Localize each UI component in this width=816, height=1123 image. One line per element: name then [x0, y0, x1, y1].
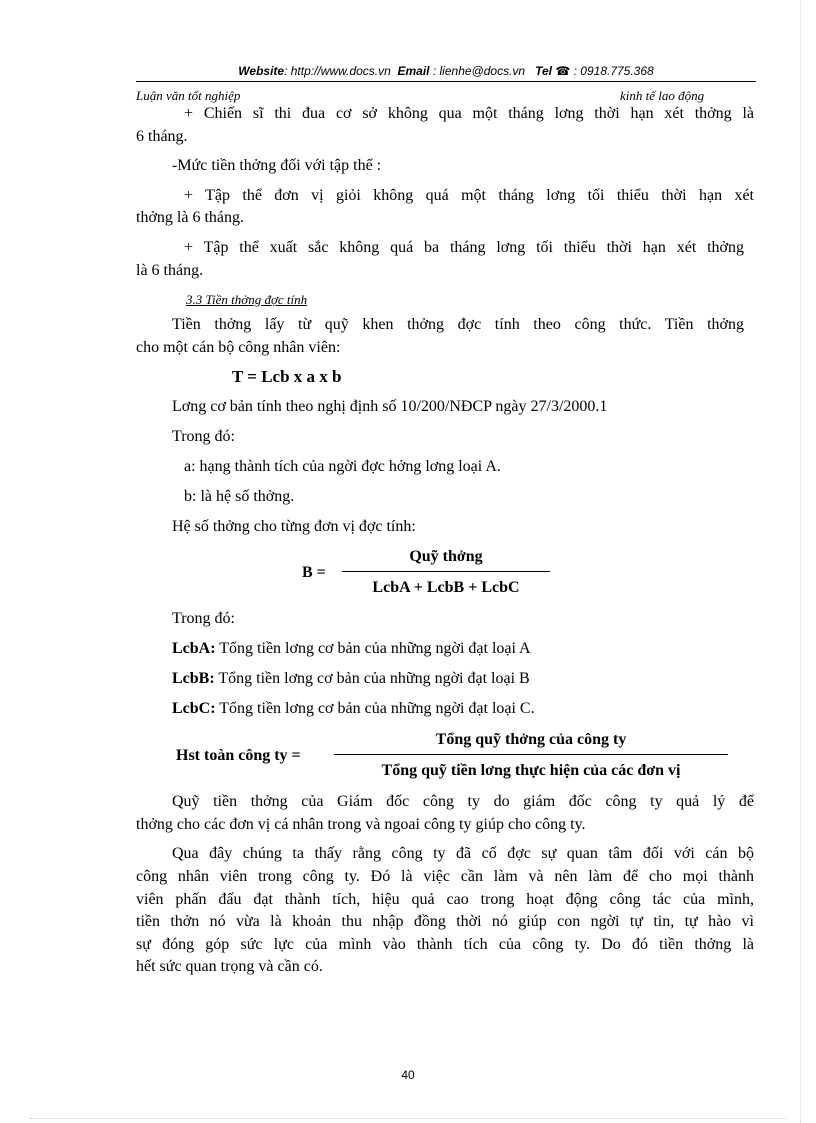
formula-hst-denominator: Tổng quỹ tiền lơng thực hiện của các đơn vị — [381, 762, 681, 779]
definition-text: Tổng tiền lơng cơ bản của những ngời đạt loại B — [214, 670, 530, 687]
email-value: : lienhe@docs.vn — [432, 64, 526, 78]
body-line: Qua đây chúng ta thấy rằng công ty đã cố đợc sự quan tâm đối với cán bộ — [172, 845, 754, 862]
page-number: 40 — [401, 1068, 415, 1082]
doc-type-label: Luận văn tốt nghiệp — [136, 88, 241, 103]
page-bottom-border — [30, 1118, 786, 1119]
formula-hst-lhs: Hst toàn công ty = — [176, 747, 301, 764]
formula-hst-fraction-bar — [334, 754, 728, 755]
body-line: là 6 tháng. — [136, 262, 204, 279]
body-line: a: hạng thành tích của ngời đợc hởng lơng loại A. — [184, 458, 501, 475]
body-line: tiền thởn nó vừa là khoản thu nhập đồng thời nó giúp con ngời tự tin, tự hào vì — [136, 913, 754, 930]
website-header — [136, 64, 756, 78]
header-rule — [136, 81, 756, 82]
formula-b-lhs: B = — [302, 564, 326, 581]
page-right-border — [800, 0, 801, 1123]
body-line: Tiền thởng lấy từ quỹ khen thởng đợc tính theo công thức. Tiền thởng — [172, 316, 744, 333]
body-line: thởng cho các đơn vị cá nhân trong và ngoai công ty giúp cho công ty. — [136, 816, 586, 833]
website-value: : http://www.docs.vn — [284, 64, 391, 78]
tel-label: Tel — [535, 64, 552, 78]
formula-b-numerator: Quỹ thởng — [409, 548, 483, 565]
formula-b-fraction-bar — [342, 571, 550, 572]
body-line: thởng là 6 tháng. — [136, 209, 244, 226]
definition-line — [172, 668, 530, 690]
definition-text: Tổng tiền lơng cơ bản của những ngời đạt loại A — [215, 640, 531, 657]
body-line: Hệ số thởng cho từng đơn vị đợc tính: — [172, 518, 416, 535]
website-label: Website — [238, 64, 285, 78]
body-line: Trong đó: — [172, 428, 235, 445]
body-line: + Tập thể đơn vị giỏi không quá một tháng lơng tối thiểu thời hạn xét — [184, 187, 754, 204]
formula-b-denominator: LcbA + LcbB + LcbC — [372, 579, 520, 596]
body-line: + Chiến sĩ thi đua cơ sở không qua một tháng lơng thời hạn xét thởng là — [184, 105, 754, 122]
definition-term: LcbC: — [172, 700, 216, 717]
body-line: sự đóng góp sức lực của mình vào thành tích của công ty. Do đó tiền thởng là — [136, 936, 754, 953]
formula-t: T = Lcb x a x b — [232, 367, 342, 386]
definition-line — [172, 638, 531, 660]
doc-subject-label: kinh tế lao động — [620, 88, 705, 103]
body-line: viên phấn đấu đạt thành tích, hiệu quả cao trong hoạt động công tác của mình, — [136, 891, 754, 908]
email-label: Email — [397, 64, 430, 78]
definition-text: Tổng tiền lơng cơ bản của những ngời đạt loại C. — [215, 700, 535, 717]
formula-hst-numerator: Tổng quỹ thởng của công ty — [435, 731, 627, 748]
tel-value: ☎ : 0918.775.368 — [555, 64, 654, 78]
body-line: b: là hệ số thởng. — [184, 488, 295, 505]
body-line: Quỹ tiền thởng của Giám đốc công ty do giám đốc công ty quả lý để — [172, 793, 754, 810]
body-line: Trong đó: — [172, 610, 235, 627]
body-line: 6 tháng. — [136, 128, 188, 145]
body-line: Lơng cơ bản tính theo nghị định số 10/200/NĐCP ngày 27/3/2000.1 — [172, 398, 608, 415]
definition-term: LcbB: — [172, 670, 215, 687]
body-line: công nhân viên trong công ty. Đó là việc cần làm và nên làm để cho mọi thành — [136, 868, 754, 885]
body-line: -Mức tiền thởng đối với tập thể : — [172, 157, 382, 174]
body-line: cho một cán bộ công nhân viên: — [136, 339, 341, 356]
body-line: + Tập thể xuất sắc không quá ba tháng lơng tối thiểu thời hạn xét thởng — [184, 239, 744, 256]
section-heading: 3.3 Tiền thởng đợc tính — [186, 292, 308, 307]
definition-line — [172, 698, 535, 720]
definition-term: LcbA: — [172, 640, 216, 657]
body-line: hết sức quan trọng và cần có. — [136, 958, 323, 975]
